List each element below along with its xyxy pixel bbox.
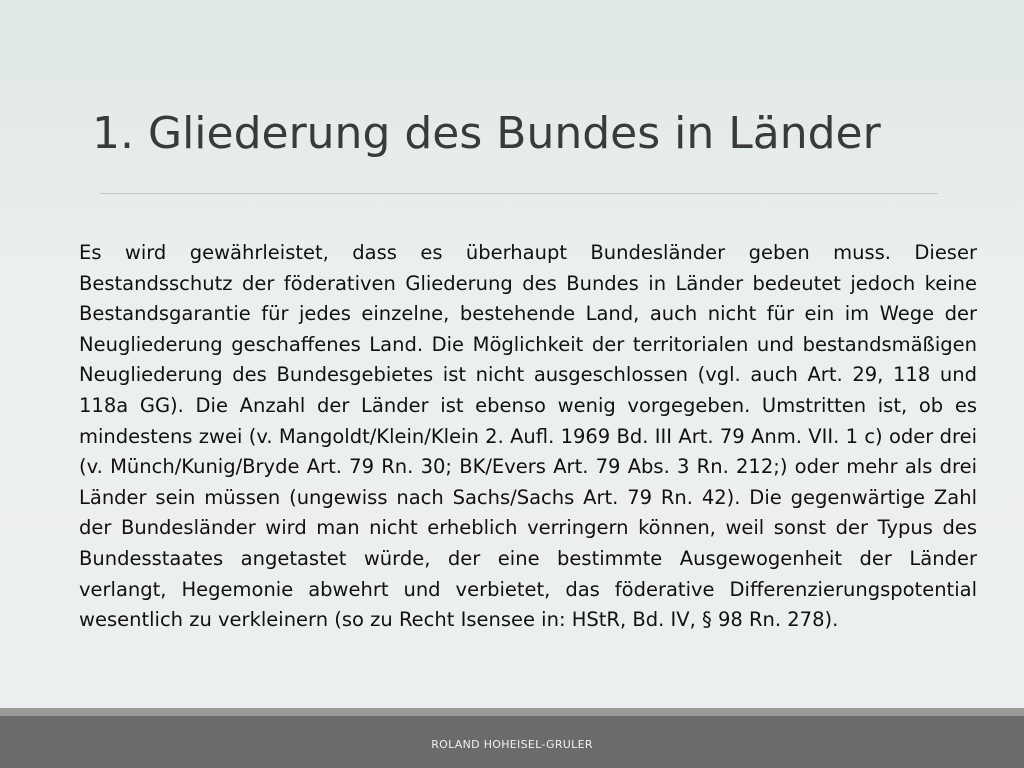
footer-bar	[0, 708, 1024, 768]
title-divider	[100, 193, 938, 194]
slide-body-text: Es wird gewährleistet, dass es überhaupt Bundesländer geben muss. Dieser Bestandsschutz der föderativen Gliederung des Bundes in Länder bedeutet jedoch keine Bestandsgarantie für jedes einzelne, bestehende Land, auch nicht für ein im Wege der Neugliederung geschaffenes Land. Die Möglichkeit der territorialen und bestandsmäßigen Neugliederung des Bundesgebietes ist nicht ausgeschlossen (vgl. auch Art. 29, 118 und 118a GG). Die Anzahl der Länder ist ebenso wenig vorgegeben. Umstritten ist, ob es mindestens zwei (v. Mangoldt/Klein/Klein 2. Aufl. 1969 Bd. III Art. 79 Anm. VII. 1 c) oder drei (v. Münch/Kunig/Bryde Art. 79 Rn. 30; BK/Evers Art. 79 Abs. 3 Rn. 212;) oder mehr als drei Länder sein müssen (ungewiss nach Sachs/Sachs Art. 79 Rn. 42). Die gegenwärtige Zahl der Bundesländer wird man nicht erheblich verringern können, weil sonst der Typus des Bundesstaates angetastet würde, der eine bestimmte Ausgewogenheit der Länder verlangt, Hegemonie abwehrt und verbietet, das föderative Differenzierungspotential wesentlich zu verkleinern (so zu Recht Isensee in: HStR, Bd. IV, § 98 Rn. 278).	[79, 241, 977, 632]
slide-title: 1. Gliederung des Bundes in Länder	[92, 108, 881, 159]
footer-author: ROLAND HOHEISEL-GRULER	[431, 738, 593, 751]
footer-accent-line	[0, 708, 1024, 716]
